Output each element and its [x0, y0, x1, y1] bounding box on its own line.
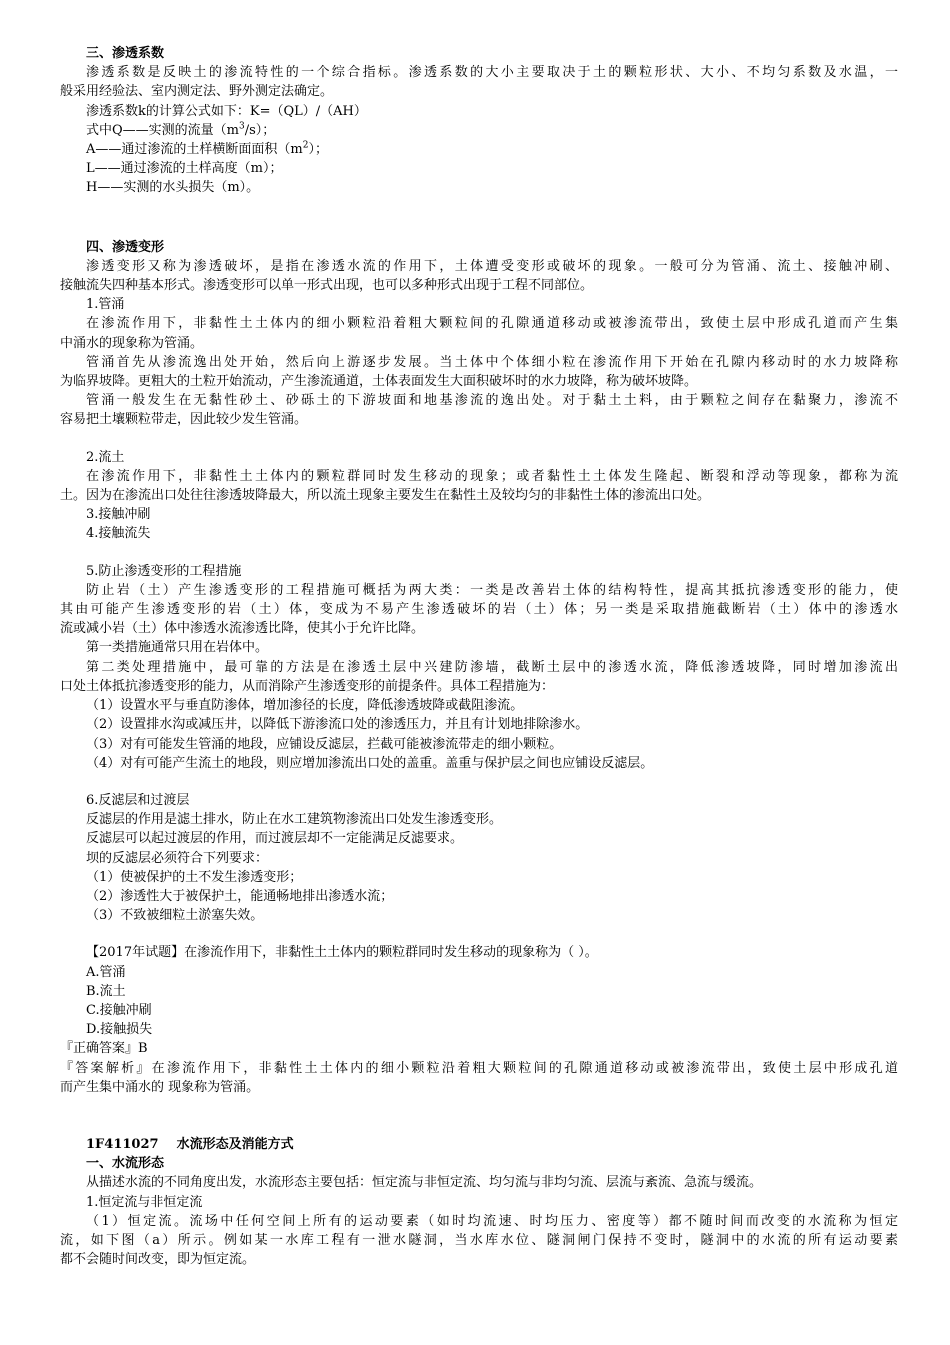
paragraph-line: 在渗流作用下，非黏性土土体内的颗粒群同时发生移动的现象；或者黏性土土体发生隆起、断裂和浮动等现象，都称为流: [86, 468, 898, 484]
paragraph-line: 流或减小岩（土）体中渗透水流渗透比降，使其小于允许比降。: [60, 621, 425, 637]
definition-l: L——通过渗流的土样高度（m）；: [86, 161, 283, 177]
list-item: （3）对有可能发生管涌的地段，应铺设反滤层，拦截可能被渗流带走的细小颗粒。: [86, 736, 563, 752]
exam-analysis-line: 而产生集中涌水的 现象称为管涌。: [60, 1079, 260, 1095]
paragraph-line: 中涌水的现象称为管涌。: [60, 335, 204, 351]
section-heading-permeability-coefficient: 三、渗透系数: [86, 46, 165, 61]
exam-option-c: C.接触冲刷: [86, 1002, 152, 1018]
exam-analysis-line: 『答案解析』在渗流作用下，非黏性土土体内的细小颗粒沿着粗大颗粒间的孔隙通道移动或被渗流带出，致使土层中形成孔道: [60, 1060, 898, 1076]
subsection-title-contact-loss: 4.接触流失: [86, 526, 151, 542]
list-item: （3）不致被细粒土淤塞失效。: [86, 908, 264, 924]
list-item: （2）渗透性大于被保护土，能通畅地排出渗透水流；: [86, 888, 394, 904]
list-item: （4）对有可能产生流土的地段，则应增加渗流出口处的盖重。盖重与保护层之间也应铺设反滤层。: [86, 755, 654, 771]
subsection-title-contact-scour: 3.接触冲刷: [86, 507, 151, 523]
paragraph-line: 流，如下图（a）所示。例如某一水库工程有一泄水隧洞，当水库水位、隧洞闸门保持不变时，隧洞中的水流的所有运动要素: [60, 1232, 898, 1248]
paragraph-line: 反滤层可以起过渡层的作用，而过渡层却不一定能满足反滤要求。: [86, 831, 464, 847]
subsection-title-soil-flow: 2.流土: [86, 449, 125, 465]
exam-answer: 『正确答案』B: [60, 1041, 148, 1057]
section-heading-flow-pattern: 一、水流形态: [86, 1156, 165, 1172]
subsection-title-piping: 1.管涌: [86, 297, 125, 313]
paragraph-line: 渗透变形又称为渗透破坏，是指在渗透水流的作用下，土体遭受变形或破坏的现象。一般可分为管涌、流土、接触冲刷、: [86, 258, 898, 274]
paragraph-line: （1）恒定流。流场中任何空间上所有的运动要素（如时均流速、时均压力、密度等）都不随时间而改变的水流称为恒定: [86, 1213, 898, 1229]
paragraph-line: 第二类处理措施中，最可靠的方法是在渗透土层中兴建防渗墙，截断土层中的渗透水流，降低渗透坡降，同时增加渗流出: [86, 659, 898, 675]
paragraph-line: 土。因为在渗流出口处往往渗透坡降最大，所以流土现象主要发生在黏性土及较均匀的非黏性土体的渗流出口处。: [60, 488, 711, 504]
paragraph-line: 容易把土壤颗粒带走，因此较少发生管涌。: [60, 412, 308, 428]
subsection-title-steady-flow: 1.恒定流与非恒定流: [86, 1194, 203, 1210]
exam-option-d: D.接触损失: [86, 1022, 153, 1038]
paragraph-line: 坝的反滤层必须符合下列要求：: [86, 850, 269, 866]
paragraph-line: 管涌一般发生在无黏性砂土、砂砾土的下游坡面和地基渗流的逸出处。对于黏土土料，由于颗粒之间存在黏聚力，渗流不: [86, 393, 898, 409]
spacer: [60, 198, 898, 238]
list-item: （1）使被保护的土不发生渗透变形；: [86, 869, 303, 885]
list-item: （2）设置排水沟或减压井，以降低下游渗流口处的渗透压力，并且有计划地排除渗水。: [86, 717, 589, 733]
exam-question: 【2017年试题】在渗流作用下，非黏性土土体内的颗粒群同时发生移动的现象称为（ ）。: [86, 945, 598, 961]
paragraph-line: 管涌首先从渗流逸出处开始，然后向上游逐步发展。当土体中个体细小粒在渗流作用下开始在孔隙内移动时的水力坡降称: [86, 354, 898, 370]
section-heading-seepage-deformation: 四、渗透变形: [86, 239, 165, 255]
paragraph-line: 接触流失四种基本形式。渗透变形可以单一形式出现，也可以多种形式出现于工程不同部位。: [60, 278, 594, 294]
exam-option-b: B.流土: [86, 983, 126, 999]
paragraph-line: 防止岩（土）产生渗透变形的工程措施可概括为两大类：一类是改善岩土体的结构特性，提高其抵抗渗透变形的能力，使: [86, 582, 898, 598]
paragraph-line: 般采用经验法、室内测定法、野外测定法确定。: [60, 84, 334, 100]
spacer: [60, 544, 898, 562]
paragraph-line: 在渗流作用下，非黏性土土体内的细小颗粒沿着粗大颗粒间的孔隙通道移动或被渗流带出，致使土层中形成孔道而产生集: [86, 316, 898, 332]
section-code-title: 1F411027 水流形态及消能方式: [86, 1136, 294, 1152]
paragraph-line: 反滤层的作用是滤土排水，防止在水工建筑物渗流出口处发生渗透变形。: [86, 812, 503, 828]
definition-h: H——实测的水头损失（m）。: [86, 180, 260, 196]
formula-line: 渗透系数k的计算公式如下：K=（QL）/（AH）: [86, 103, 367, 119]
spacer: [60, 925, 898, 943]
spacer: [60, 773, 898, 791]
paragraph-line: 为临界坡降。更粗大的土粒开始流动，产生渗流通道，土体表面发生大面积破坏时的水力坡降，称为破坏坡降。: [60, 374, 698, 390]
paragraph-line: 都不会随时间改变，即为恒定流。: [60, 1252, 256, 1268]
paragraph-line: 渗透系数是反映土的渗流特性的一个综合指标。渗透系数的大小主要取决于土的颗粒形状、大小、不均匀系数及水温，一: [86, 65, 898, 81]
paragraph-line: 其由可能产生渗透变形的岩（土）体，变成为不易产生渗透破坏的岩（土）体；另一类是采取措施截断岩（土）体中的渗透水: [60, 602, 898, 618]
document-page: [60, 44, 898, 1269]
exam-option-a: A.管涌: [86, 964, 126, 980]
paragraph-line: 第一类措施通常只用在岩体中。: [86, 640, 269, 656]
list-item: （1）设置水平与垂直防渗体，增加渗径的长度，降低渗透坡降或截阻渗流。: [86, 698, 524, 714]
paragraph-line: 从描述水流的不同角度出发，水流形态主要包括：恒定流与非恒定流、均匀流与非均匀流、层流与紊流、急流与缓流。: [86, 1175, 763, 1191]
subsection-title-filter-layer: 6.反滤层和过渡层: [86, 792, 190, 808]
paragraph-line: 口处土体抵抗渗透变形的能力，从而消除产生渗透变形的前提条件。具体工程措施为：: [60, 678, 555, 694]
spacer: [60, 1097, 898, 1135]
spacer: [60, 430, 898, 448]
definition-q: 式中Q——实测的流量$(m^3/s)$；: [86, 121, 276, 138]
definition-a: A——通过渗流的土样横断面面积$(m^2)$；: [86, 140, 328, 158]
subsection-title-prevention-measures: 5.防止渗透变形的工程措施: [86, 563, 242, 579]
